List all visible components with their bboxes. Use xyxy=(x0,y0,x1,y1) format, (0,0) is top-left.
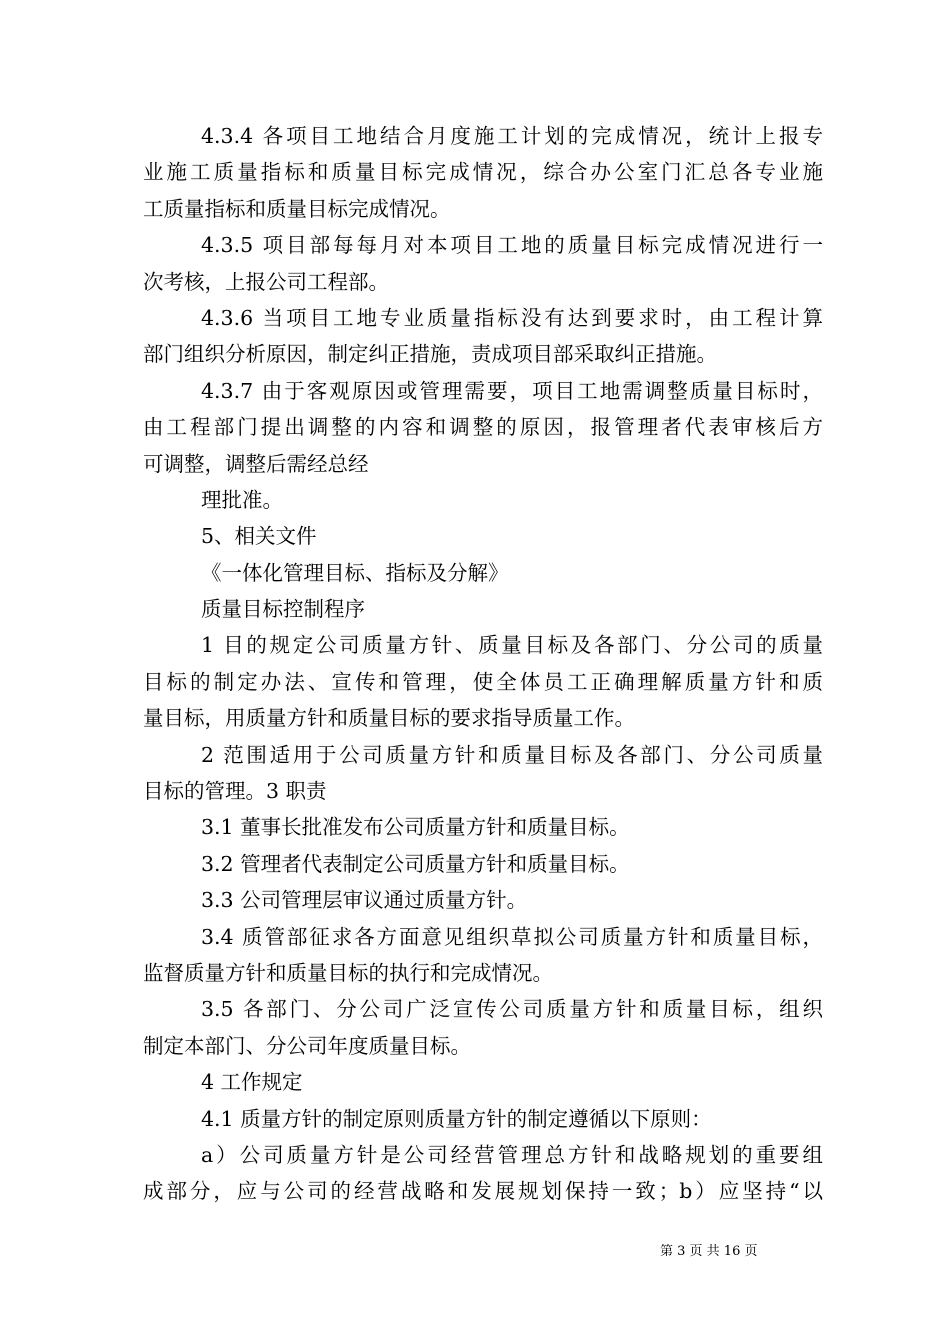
paragraph-line: 3.5 各部门、分公司广泛宣传公司质量方针和质量目标，组织 xyxy=(201,997,823,1022)
paragraph-line: 2 范围适用于公司质量方针和质量目标及各部门、分公司质量 xyxy=(201,742,823,767)
page-number-footer: 第 3 页 共 16 页 xyxy=(660,1244,758,1259)
section-heading: 4 工作规定 xyxy=(201,1070,303,1095)
document-reference: 《一体化管理目标、指标及分解》 xyxy=(201,560,509,585)
paragraph-line: 理批准。 xyxy=(201,487,283,512)
paragraph-line: 4.1 质量方针的制定原则质量方针的制定遵循以下原则： xyxy=(201,1106,712,1131)
paragraph-line: 业施工质量指标和质量目标完成情况，综合办公室门汇总各专业施 xyxy=(143,160,823,185)
paragraph-line: 目标的制定办法、宣传和管理，使全体员工正确理解质量方针和质 xyxy=(143,669,823,694)
section-heading: 5、相关文件 xyxy=(201,524,317,549)
paragraph-line: 可调整，调整后需经总经 xyxy=(143,451,369,476)
paragraph-line: 3.2 管理者代表制定公司质量方针和质量目标。 xyxy=(201,851,630,876)
paragraph-line: 量目标，用质量方针和质量目标的要求指导质量工作。 xyxy=(143,706,635,731)
document-title: 质量目标控制程序 xyxy=(201,597,365,622)
paragraph-line: 3.4 质管部征求各方面意见组织草拟公司质量方针和质量目标， xyxy=(201,924,823,949)
paragraph-line: 4.3.5 项目部每每月对本项目工地的质量目标完成情况进行一 xyxy=(201,233,823,258)
paragraph-line: 监督质量方针和质量目标的执行和完成情况。 xyxy=(143,960,553,985)
paragraph-line: 次考核，上报公司工程部。 xyxy=(143,269,389,294)
paragraph-line: 4.3.6 当项目工地专业质量指标没有达到要求时，由工程计算 xyxy=(201,305,823,330)
paragraph-line: 由工程部门提出调整的内容和调整的原因，报管理者代表审核后方 xyxy=(143,415,823,440)
paragraph-line: 部门组织分析原因，制定纠正措施，责成项目部采取纠正措施。 xyxy=(143,342,717,367)
paragraph-line: 1 目的规定公司质量方针、质量目标及各部门、分公司的质量 xyxy=(201,633,823,658)
paragraph-line: 3.1 董事长批准发布公司质量方针和质量目标。 xyxy=(201,815,630,840)
paragraph-line: 目标的管理。3 职责 xyxy=(143,779,327,804)
paragraph-line: 工质量指标和质量目标完成情况。 xyxy=(143,196,451,221)
paragraph-line: a）公司质量方针是公司经营管理总方针和战略规划的重要组 xyxy=(201,1142,823,1167)
paragraph-line: 4.3.4 各项目工地结合月度施工计划的完成情况，统计上报专 xyxy=(201,124,823,148)
paragraph-line: 制定本部门、分公司年度质量目标。 xyxy=(143,1033,471,1058)
paragraph-line: 4.3.7 由于客观原因或管理需要，项目工地需调整质量目标时， xyxy=(201,378,823,403)
paragraph-line: 成部分，应与公司的经营战略和发展规划保持一致；b）应坚持“以 xyxy=(143,1179,823,1204)
paragraph-line: 3.3 公司管理层审议通过质量方针。 xyxy=(201,888,528,913)
document-body xyxy=(143,118,823,1210)
